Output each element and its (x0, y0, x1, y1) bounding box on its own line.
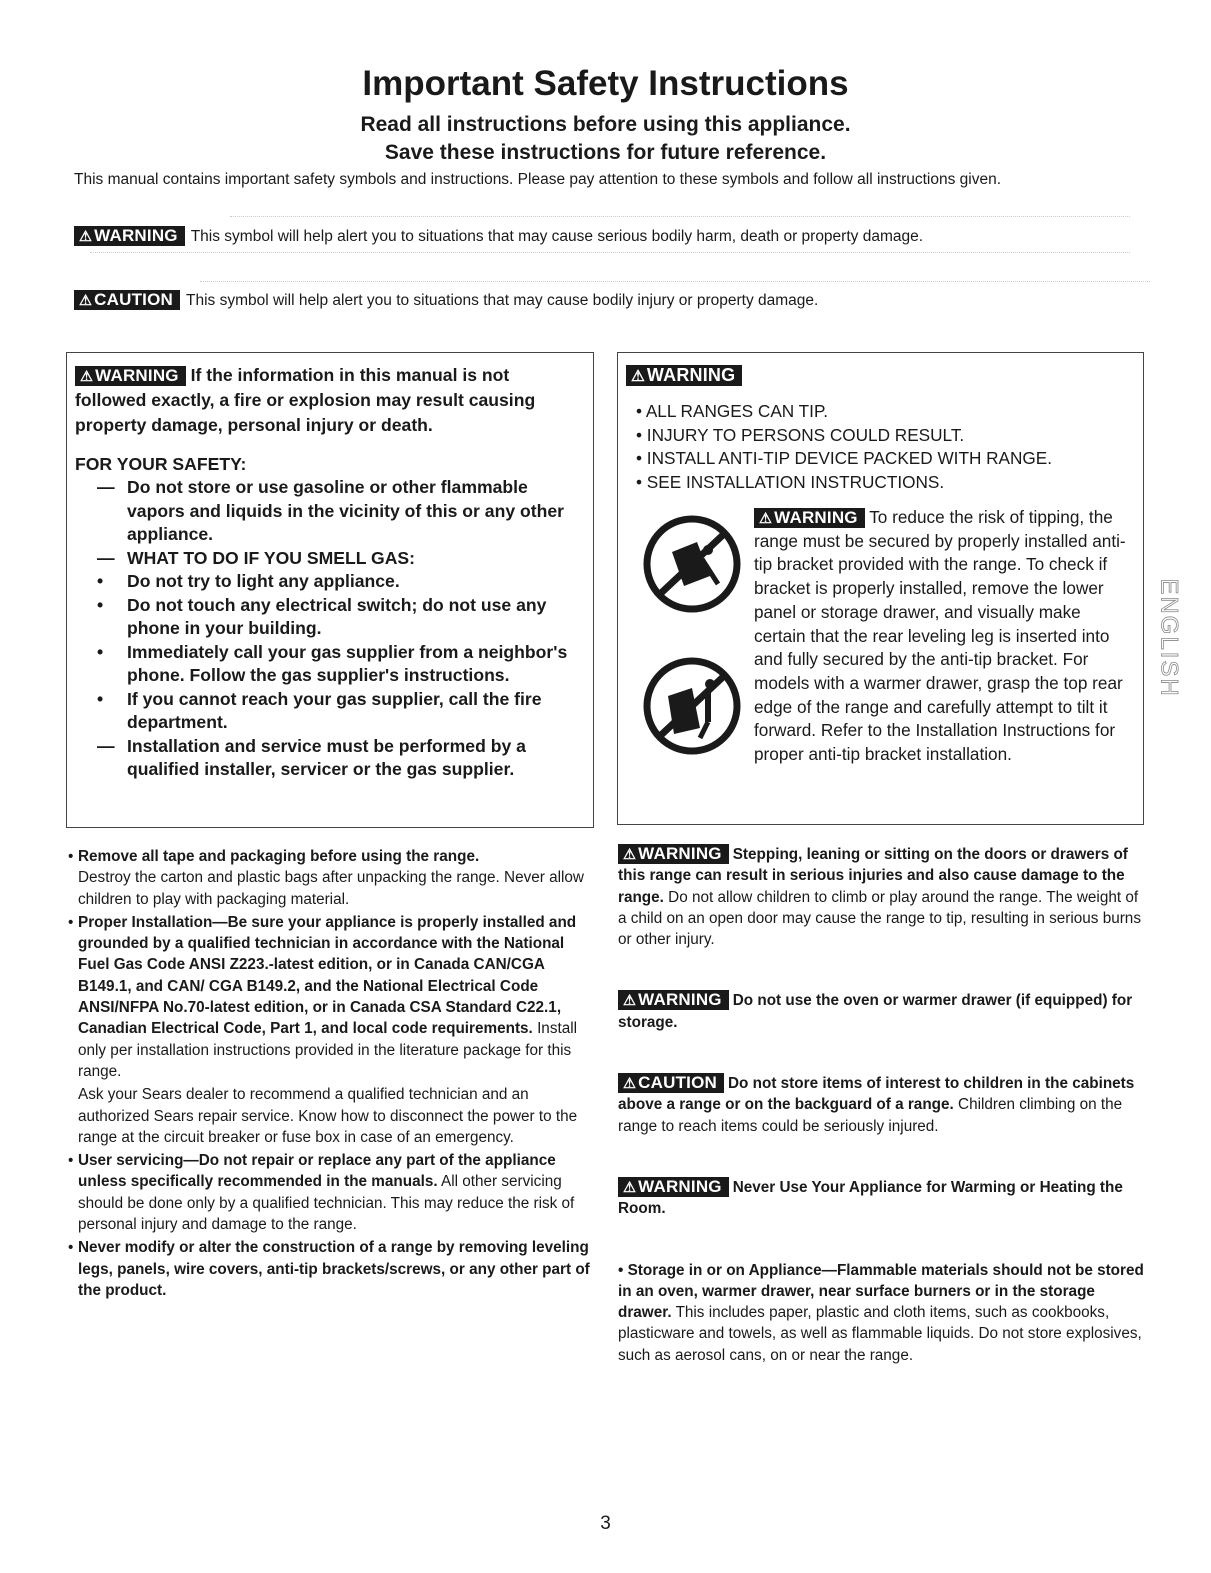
alert-triangle-icon: ⚠ (79, 229, 93, 245)
bullet: • (68, 848, 74, 865)
warning-badge: ⚠ WARNING (75, 366, 186, 386)
alert-triangle-icon: ⚠ (79, 293, 93, 309)
instruction-text: This includes paper, plastic and cloth items, such as cookbooks, plasticware and towels, as well as flammable liquids. Do not store explosives, such as aerosol cans, on or near the range. (618, 1304, 1142, 1364)
tip-warning-line: • INJURY TO PERSONS COULD RESULT. (636, 424, 965, 445)
tip-warning-list (626, 400, 1135, 494)
intro-paragraph: This manual contains important safety symbols and instructions. Please pay attention to these symbols and follow all instructions given. (74, 171, 1002, 188)
alert-triangle-icon: ⚠ (631, 368, 645, 385)
range-lifting-icon (642, 656, 742, 756)
safety-item-text: Immediately call your gas supplier from a neighbor's phone. Follow the gas supplier's instructions. (127, 641, 568, 685)
instruction-bold: User servicing—Do not repair or replace any part of the appliance unless specifically recommended in the manuals. (78, 1152, 556, 1191)
warning-symbol-text: This symbol will help alert you to situations that may cause serious bodily harm, death or property damage. (190, 228, 924, 245)
safety-item-text: Do not try to light any appliance. (127, 571, 400, 591)
item-marker: — (97, 735, 115, 756)
instruction-bold: Do not use the oven or warmer drawer (if equipped) for storage. (618, 992, 1133, 1031)
instruction-text: Destroy the carton and plastic bags after unpacking the range. Never allow children to play with packaging material. (78, 869, 584, 908)
instruction-bold: Remove all tape and packaging before using the range. (78, 848, 480, 865)
right-instruction-paragraph (618, 990, 1146, 1033)
english-side-tab (1150, 566, 1186, 711)
safety-item (75, 594, 585, 641)
alert-triangle-icon: ⚠ (623, 1076, 637, 1093)
alert-triangle-icon: ⚠ (623, 847, 637, 863)
warning-badge: ⚠ WARNING (74, 226, 185, 246)
gas-warning-heading: ⚠ WARNING If the information in this manual is not followed exactly, a fire or explosion may result causing property damage, personal injury or death. (75, 365, 536, 435)
safety-item (75, 735, 585, 782)
instruction-bold: Stepping, leaning or sitting on the doors or drawers of this range can result in serious injuries and also cause damage to the range. (618, 846, 1128, 906)
alert-triangle-icon: ⚠ (80, 369, 94, 385)
svg-text:ENGLISH: ENGLISH (1155, 578, 1183, 698)
instruction-paragraph (68, 846, 596, 910)
instruction-text: All other servicing should be done only by a qualified technician. This may reduce the risk of personal injury and damage to the range. (78, 1173, 575, 1234)
item-marker: — (97, 547, 115, 568)
tip-warning-line: • INSTALL ANTI-TIP DEVICE PACKED WITH RANGE. (636, 448, 1053, 468)
page-number: 3 (600, 1513, 611, 1534)
instruction-bold: Do not store items of interest to children in the cabinets above a range or on the backguard of a range. (618, 1075, 1135, 1114)
safety-item-text: If you cannot reach your gas supplier, call the fire department. (127, 688, 542, 732)
tip-warning-line: • ALL RANGES CAN TIP. (636, 401, 828, 421)
item-marker: • (97, 571, 104, 591)
instruction-text: Do not allow children to climb or play around the range. The weight of a child on an open door may cause the range to tip, resulting in serious burns or other injury. (618, 888, 1141, 949)
caution-badge: ⚠ CAUTION (74, 290, 180, 310)
range-tipping-icon (642, 514, 742, 614)
safety-item (75, 476, 585, 547)
instruction-bold: Proper Installation—Be sure your appliance is properly installed and grounded by a qualified technician in accordance with the National Fuel Gas Code ANSI Z223.-latest edition, or in Canada CAN/CGA B149.1, and CAN/ CGA B149.2, and the National Electrical Code ANSI/NFPA No.70-latest edition, or in Canada CSA Standard C22.1, Canadian Electrical Code, Part 1, and local code requirements. (78, 913, 577, 1038)
page-title: Important Safety Instructions (362, 64, 849, 103)
instruction-bold: Never modify or alter the construction of a range by removing leveling legs, panels, wire covers, anti-tip brackets/screws, or any other part of the product. (78, 1239, 590, 1299)
item-marker: • (97, 641, 104, 662)
right-instruction-paragraph (618, 1260, 1146, 1366)
right-instruction-paragraph (618, 1073, 1146, 1137)
warning-symbol-row (74, 226, 923, 246)
safety-item-text: Do not touch any electrical switch; do not use any phone in your building. (127, 594, 547, 638)
bullet: • (68, 913, 74, 931)
item-marker: • (97, 688, 104, 709)
left-instructions-column (68, 846, 596, 1303)
instruction-paragraph (68, 912, 596, 1082)
caution-symbol-row (74, 290, 818, 310)
instruction-text: Install only per installation instructions provided in the literature package for this range. (78, 1020, 578, 1080)
instruction-bold: Never Use Your Appliance for Warming or Heating the Room. (618, 1178, 1123, 1218)
caution-badge: ⚠ CAUTION (618, 1073, 724, 1093)
tip-warning-line: • SEE INSTALLATION INSTRUCTIONS. (636, 471, 945, 492)
warning-badge: ⚠ WARNING (754, 508, 865, 528)
tip-warning-box (617, 352, 1144, 825)
tip-icons (626, 506, 754, 767)
bullet: • (68, 1152, 74, 1170)
gas-warning-box (66, 352, 594, 828)
instruction-paragraph (68, 1084, 596, 1148)
item-marker: • (97, 594, 104, 615)
instruction-text: Children climbing on the range to reach items could be seriously injured. (618, 1096, 1123, 1135)
warning-badge: ⚠ WARNING (618, 990, 729, 1010)
for-your-safety-heading: FOR YOUR SAFETY: (75, 454, 247, 474)
right-instruction-paragraph (618, 844, 1146, 950)
caution-symbol-text: This symbol will help alert you to situations that may cause bodily injury or property damage. (186, 292, 819, 309)
safety-item (75, 641, 585, 688)
warning-badge: ⚠ WARNING (626, 365, 742, 386)
safety-item-text: Installation and service must be performed by a qualified installer, servicer or the gas supplier. (127, 735, 526, 779)
safety-item (75, 688, 585, 735)
safety-item (75, 547, 585, 571)
instruction-paragraph (68, 1150, 596, 1235)
alert-triangle-icon: ⚠ (759, 511, 773, 527)
subtitle-save: Save these instructions for future reference. (384, 141, 827, 164)
instruction-paragraph (68, 1237, 596, 1301)
warning-badge: ⚠ WARNING (618, 844, 729, 864)
instruction-bold: • Storage in or on Appliance—Flammable materials should not be stored in an oven, warmer drawer, near surface burners or in the storage drawer. (618, 1261, 1144, 1322)
safety-item-text: WHAT TO DO IF YOU SMELL GAS: (127, 547, 416, 568)
item-marker: — (97, 477, 115, 497)
anti-tip-paragraph: ⚠ WARNING To reduce the risk of tipping, the range must be secured by properly installed anti-tip bracket provided with the range. To check if bracket is properly installed, remove the lower panel or storage drawer, and visually make certain that the rear leveling leg is inserted into and fully secured by the anti-tip bracket. For models with a warmer drawer, grasp the top rear edge of the range and carefully attempt to tilt it forward. Refer to the Installation Instructions for proper anti-tip bracket installation. (754, 507, 1126, 765)
subtitle-read: Read all instructions before using this appliance. (360, 113, 851, 136)
alert-triangle-icon: ⚠ (623, 993, 637, 1010)
right-instructions-column (618, 844, 1146, 1366)
alert-triangle-icon: ⚠ (623, 1179, 637, 1196)
safety-item-text: Do not store or use gasoline or other flammable vapors and liquids in the vicinity of this or any other appliance. (127, 477, 564, 544)
instruction-text: Ask your Sears dealer to recommend a qualified technician and an authorized Sears repair service. Know how to disconnect the power to the range at the circuit breaker or fuse box in case of an emergency. (78, 1086, 578, 1146)
warning-badge: ⚠ WARNING (618, 1177, 729, 1197)
right-instruction-paragraph (618, 1177, 1146, 1220)
safety-item (75, 570, 585, 594)
bullet: • (68, 1239, 74, 1257)
